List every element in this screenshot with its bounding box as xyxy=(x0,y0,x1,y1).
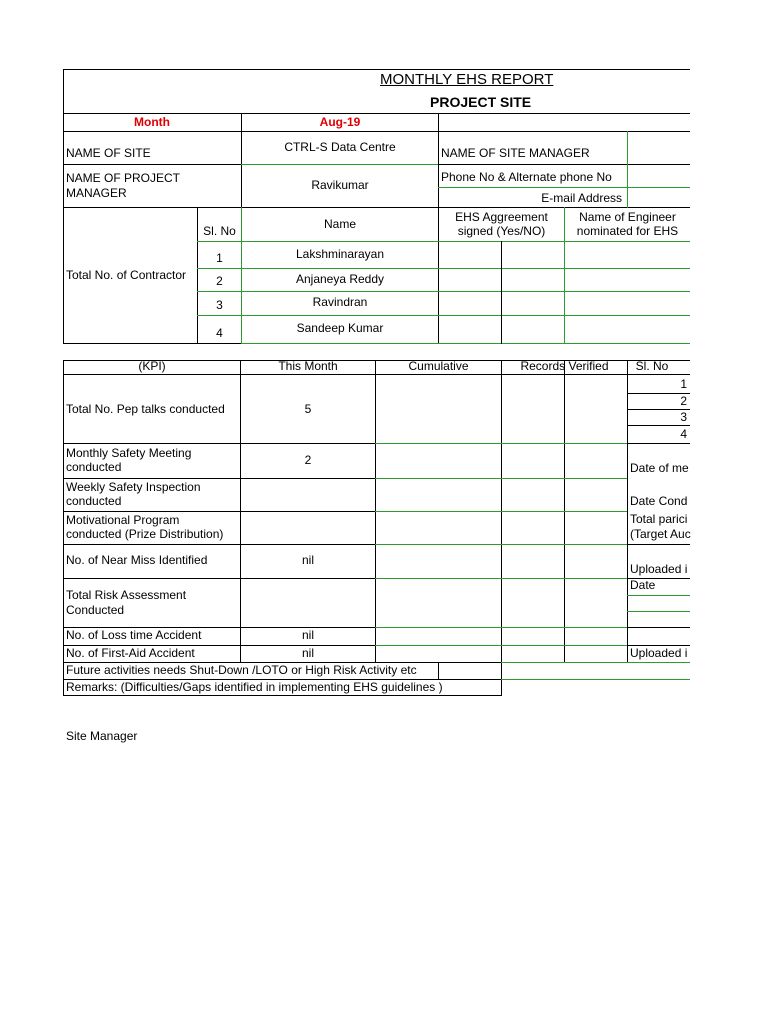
green-line xyxy=(375,443,627,444)
email-label: E-mail Address xyxy=(541,191,622,205)
side-line xyxy=(627,443,690,444)
contractor-sl: 4 xyxy=(216,326,223,340)
kpi-pep-label: Total No. Pep talks conducted xyxy=(66,402,225,416)
cumulative-header: Cumulative xyxy=(408,359,469,373)
green-line xyxy=(375,544,627,545)
side-total-line2: (Target Auc xyxy=(630,527,691,541)
contractor-name-header: Name xyxy=(323,217,356,231)
contractor-name: Lakshminarayan xyxy=(295,247,385,261)
kpi-meeting-label-line2: conducted xyxy=(66,460,122,474)
side-sl: 3 xyxy=(680,410,687,424)
contractor-name: Anjaneya Reddy xyxy=(295,272,385,286)
side-uploaded-1: Uploaded i xyxy=(630,562,688,576)
kpi-risk-label-line1: Total Risk Assessment xyxy=(66,588,187,602)
contractor-sl: 3 xyxy=(216,298,223,312)
kpi-meeting-value: 2 xyxy=(304,453,312,467)
kpi-inspection-label-line2: conducted xyxy=(66,494,122,508)
contractor-sl-header: Sl. No xyxy=(203,224,236,238)
green-line xyxy=(627,595,690,596)
green-line xyxy=(375,511,627,512)
kpi-firstaid-value: nil xyxy=(301,646,314,660)
table1-top-border xyxy=(63,69,690,70)
kpi-remarks-label: Remarks: (Difficulties/Gaps identified in implementing EHS guidelines ) xyxy=(66,680,443,694)
side-sl: 4 xyxy=(680,427,687,441)
green-line xyxy=(197,315,690,316)
kpi-row-line xyxy=(63,578,375,579)
kpi-losstime-label: No. of Loss time Accident xyxy=(66,628,202,642)
kpi-risk-label-line2: Conducted xyxy=(66,603,125,617)
kpi-header-bottom xyxy=(63,374,690,375)
side-date-conducted: Date Cond xyxy=(630,494,688,508)
kpi-nearmiss-value: nil xyxy=(301,553,314,567)
kpi-pep-value: 5 xyxy=(304,402,312,416)
table1-pm-divider xyxy=(63,207,690,208)
contractor-name: Ravindran xyxy=(312,295,368,309)
side-line xyxy=(627,544,690,545)
table1-title-divider xyxy=(63,113,690,114)
side-line xyxy=(627,627,690,628)
phone-label: Phone No & Alternate phone No xyxy=(441,170,612,184)
green-line xyxy=(241,343,690,344)
kpi-future-label: Future activities needs Shut-Down /LOTO or High Risk Activity etc xyxy=(66,663,417,677)
kpi-motivational-label-line1: Motivational Program xyxy=(66,513,180,527)
contractor-sl: 2 xyxy=(216,274,223,288)
green-line xyxy=(501,662,690,663)
kpi-bottom-border xyxy=(63,695,501,696)
site-manager-label: NAME OF SITE MANAGER xyxy=(441,146,590,160)
pm-label-line2: MANAGER xyxy=(66,186,127,200)
kpi-row-line xyxy=(63,511,375,512)
side-sl: 1 xyxy=(680,377,687,391)
kpi-losstime-value: nil xyxy=(301,628,314,642)
agreement-header-line2: signed (Yes/NO) xyxy=(457,224,546,238)
kpi-header: (KPI) xyxy=(138,359,166,373)
kpi-motivational-label-line2: conducted (Prize Distribution) xyxy=(66,527,224,541)
green-line xyxy=(375,627,627,628)
pm-value: Ravikumar xyxy=(311,178,369,192)
page-crop-mask xyxy=(691,60,768,720)
engineer-header-line2: nominated for EHS xyxy=(576,224,679,238)
green-line xyxy=(438,187,690,188)
sl-no-header: Sl. No xyxy=(635,359,669,373)
kpi-firstaid-label: No. of First-Aid Accident xyxy=(66,646,195,660)
report-subtitle: PROJECT SITE xyxy=(430,94,532,110)
green-line xyxy=(375,478,627,479)
side-date: Date xyxy=(630,578,656,592)
kpi-row-line xyxy=(63,478,375,479)
side-date-meeting: Date of me xyxy=(630,461,689,475)
green-line xyxy=(197,291,690,292)
green-line xyxy=(197,268,690,269)
green-line xyxy=(241,164,438,165)
contractor-name: Sandeep Kumar xyxy=(296,321,384,335)
green-line xyxy=(375,645,627,646)
kpi-row-line xyxy=(63,443,375,444)
side-uploaded-2: Uploaded i xyxy=(630,646,688,660)
this-month-header: This Month xyxy=(278,359,338,373)
kpi-future-end xyxy=(438,662,439,679)
site-name-value: CTRL-S Data Centre xyxy=(284,140,396,154)
green-line xyxy=(501,679,690,680)
report-title: MONTHLY EHS REPORT xyxy=(380,71,554,88)
side-sl: 2 xyxy=(680,394,687,408)
month-label: Month xyxy=(134,115,170,129)
green-line xyxy=(627,611,690,612)
month-value: Aug-19 xyxy=(319,115,361,129)
kpi-nearmiss-label: No. of Near Miss Identified xyxy=(66,553,208,567)
kpi-row-line xyxy=(63,544,375,545)
green-line xyxy=(627,131,628,208)
side-total-line1: Total parici xyxy=(630,512,688,526)
table1-col-divider-d xyxy=(501,241,502,344)
site-name-label: NAME OF SITE xyxy=(66,146,151,160)
records-verified-header: Records Verified xyxy=(520,359,609,373)
green-line xyxy=(375,578,627,579)
site-manager-signature: Site Manager xyxy=(66,729,138,743)
table1-phone-top xyxy=(438,164,690,165)
side-line xyxy=(627,425,690,426)
kpi-meeting-label-line1: Monthly Safety Meeting xyxy=(66,446,192,460)
contractor-label: Total No. of Contractor xyxy=(66,268,187,282)
agreement-header-line1: EHS Aggreement xyxy=(455,210,548,224)
kpi-inspection-label-line1: Weekly Safety Inspection xyxy=(66,480,201,494)
contractor-sl: 1 xyxy=(216,251,223,265)
table1-month-divider xyxy=(63,131,690,132)
pm-label-line1: NAME OF PROJECT xyxy=(66,171,181,185)
green-line xyxy=(197,241,690,242)
engineer-header-line1: Name of Engineer xyxy=(579,210,676,224)
